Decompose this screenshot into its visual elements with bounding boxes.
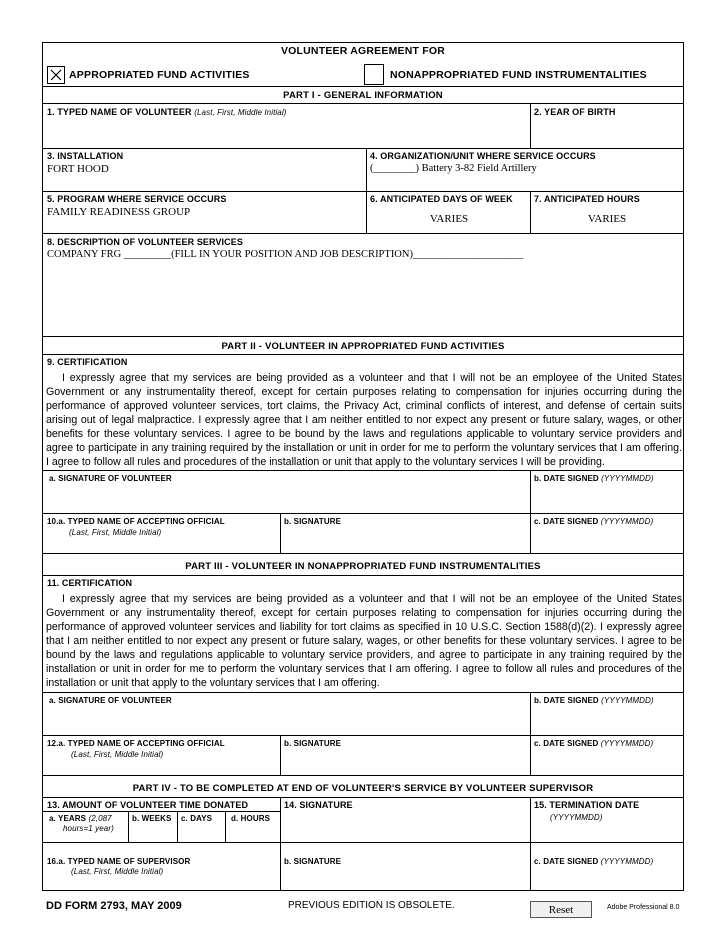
field-16c-label: c. DATE SIGNED (YYYYMMDD): [534, 857, 654, 866]
field-10c-label: c. DATE SIGNED (YYYYMMDD): [534, 517, 654, 526]
field-15-label: 15. TERMINATION DATE: [534, 800, 640, 810]
part3-volunteer-signature-label: a. SIGNATURE OF VOLUNTEER: [49, 696, 172, 705]
volunteer-name-input[interactable]: [45, 119, 525, 147]
part3-header: PART III - VOLUNTEER IN NONAPPROPRIATED FUND INSTRUMENTALITIES: [185, 561, 541, 572]
volunteer-agreement-form: [42, 42, 684, 891]
hours-label: d. HOURS: [231, 814, 271, 823]
termination-date-input[interactable]: [532, 823, 680, 840]
certification-11-text: I expressly agree that my services are being provided as a volunteer and that I will not be an employee of the United States Government or any instrumentality thereof, except for certain purposes relating to compensation for injuries occurring during the performance of approved volunteer services and liability for tort claims as specified in 10 U.S.C. Section 1588(d)(2). I expressly agree that I am neither entitled to nor expect any present or future salary, wages, or other benefits for these voluntary services. I agree to be bound by the laws and regulations applicable to voluntary service providers, and agree to participate in any training required by the installation or unit in order for me to perform the voluntary services that I am offering. I agree to follow all rules and procedures of the installation or unit that apply to the voluntary services that I am offering.: [46, 593, 682, 689]
field-9-label: 9. CERTIFICATION: [47, 357, 128, 367]
part2-header: PART II - VOLUNTEER IN APPROPRIATED FUND ACTIVITIES: [221, 341, 505, 352]
field-5-label: 5. PROGRAM WHERE SERVICE OCCURS: [47, 194, 227, 204]
field-2-label: 2. YEAR OF BIRTH: [534, 107, 616, 117]
obsolete-notice: PREVIOUS EDITION IS OBSOLETE.: [288, 900, 455, 911]
appropriated-checkbox[interactable]: [47, 66, 65, 84]
part2-volunteer-signature-label: a. SIGNATURE OF VOLUNTEER: [49, 474, 172, 483]
program-input[interactable]: FAMILY READINESS GROUP: [47, 206, 191, 218]
organization-input[interactable]: (________) Battery 3-82 Field Artillery: [370, 163, 537, 174]
nonappropriated-checkbox[interactable]: [364, 64, 384, 85]
field-13-label: 13. AMOUNT OF VOLUNTEER TIME DONATED: [47, 800, 249, 810]
part2-date-signed-input[interactable]: [532, 485, 680, 511]
part1-header: PART I - GENERAL INFORMATION: [283, 90, 443, 101]
part2-official-date-input[interactable]: [532, 528, 680, 551]
part2-accepting-official-input[interactable]: [45, 538, 275, 551]
field-3-label: 3. INSTALLATION: [47, 151, 124, 161]
installation-input[interactable]: FORT HOOD: [47, 163, 109, 175]
part2-volunteer-signature-field[interactable]: [45, 485, 525, 511]
form-identifier: DD FORM 2793, MAY 2009: [46, 900, 182, 912]
part3-volunteer-signature-field[interactable]: [45, 707, 525, 733]
field-12a-hint: (Last, First, Middle Initial): [71, 750, 164, 759]
part3-accepting-official-input[interactable]: [45, 760, 275, 773]
days-label: c. DAYS: [181, 814, 213, 823]
part3-official-date-input[interactable]: [532, 750, 680, 773]
field-12c-label: c. DATE SIGNED (YYYYMMDD): [534, 739, 654, 748]
field-10b-label: b. SIGNATURE: [284, 517, 342, 526]
description-input[interactable]: COMPANY FRG _________(FILL IN YOUR POSITION AND JOB DESCRIPTION)_____________________: [47, 249, 524, 260]
field-16a-hint: (Last, First, Middle Initial): [71, 867, 164, 876]
year-of-birth-input[interactable]: [532, 119, 680, 147]
part3-date-signed-label: b. DATE SIGNED (YYYYMMDD): [534, 696, 654, 705]
field-12b-label: b. SIGNATURE: [284, 739, 342, 748]
field-16a-label: 16.a. TYPED NAME OF SUPERVISOR: [47, 857, 191, 866]
hours-input[interactable]: VARIES: [587, 213, 627, 225]
field-16b-label: b. SIGNATURE: [284, 857, 342, 866]
field-15-hint: (YYYYMMDD): [550, 813, 603, 822]
field-6-label: 6. ANTICIPATED DAYS OF WEEK: [370, 194, 513, 204]
part2-date-signed-label: b. DATE SIGNED (YYYYMMDD): [534, 474, 654, 483]
part3-date-signed-input[interactable]: [532, 707, 680, 733]
field-11-label: 11. CERTIFICATION: [47, 578, 133, 588]
reset-button[interactable]: Reset: [530, 901, 592, 918]
nonappropriated-label: NONAPPROPRIATED FUND INSTRUMENTALITIES: [390, 69, 647, 81]
certification-9-text: I expressly agree that my services are being provided as a volunteer and that I will not be an employee of the United States Government or any instrumentality thereof, except for certain purposes relating to compensation for injuries occurring during the performance of approved volunteer services, tort claims, the Privacy Act, criminal conflicts of interest, and defense of certain suits arising out of legal malpractice. I expressly agree that I am neither entitled to nor expect any present or future salary, wages, or other benefits for these voluntary services. I agree to be bound by the laws and regulations applicable to voluntary service providers and agree to participate in any training required by the installation or unit in order for me to perform the voluntary services that I am offering. I agree to follow all rules and procedures of the installation or unit that apply to the voluntary services I will be providing.: [46, 372, 682, 468]
software-version: Adobe Professional 8.0: [607, 904, 680, 911]
part3-official-signature-field[interactable]: [282, 750, 526, 773]
field-14-label: 14. SIGNATURE: [284, 800, 353, 810]
field-4-label: 4. ORGANIZATION/UNIT WHERE SERVICE OCCURS: [370, 151, 596, 161]
form-title: VOLUNTEER AGREEMENT FOR: [280, 45, 446, 57]
checkmark-x-icon: [48, 67, 64, 83]
years-hint: hours=1 year): [63, 824, 114, 833]
weeks-label: b. WEEKS: [132, 814, 172, 823]
supervisor-signature-16-field[interactable]: [282, 868, 526, 888]
supervisor-date-input[interactable]: [532, 868, 680, 888]
years-label: a. YEARS (2,087: [49, 814, 112, 823]
field-10a-hint: (Last, First, Middle Initial): [69, 528, 162, 537]
days-of-week-input[interactable]: VARIES: [429, 213, 469, 225]
field-8-label: 8. DESCRIPTION OF VOLUNTEER SERVICES: [47, 237, 243, 247]
field-7-label: 7. ANTICIPATED HOURS: [534, 194, 640, 204]
part4-header: PART IV - TO BE COMPLETED AT END OF VOLUNTEER'S SERVICE BY VOLUNTEER SUPERVISOR: [132, 783, 594, 794]
field-12a-label: 12.a. TYPED NAME OF ACCEPTING OFFICIAL: [47, 739, 225, 748]
field-1-label: 1. TYPED NAME OF VOLUNTEER (Last, First, Middle Initial): [47, 107, 287, 117]
appropriated-label: APPROPRIATED FUND ACTIVITIES: [69, 69, 250, 81]
field-10a-label: 10.a. TYPED NAME OF ACCEPTING OFFICIAL: [47, 517, 225, 526]
supervisor-signature-14-field[interactable]: [282, 812, 526, 840]
part2-official-signature-field[interactable]: [282, 528, 526, 551]
